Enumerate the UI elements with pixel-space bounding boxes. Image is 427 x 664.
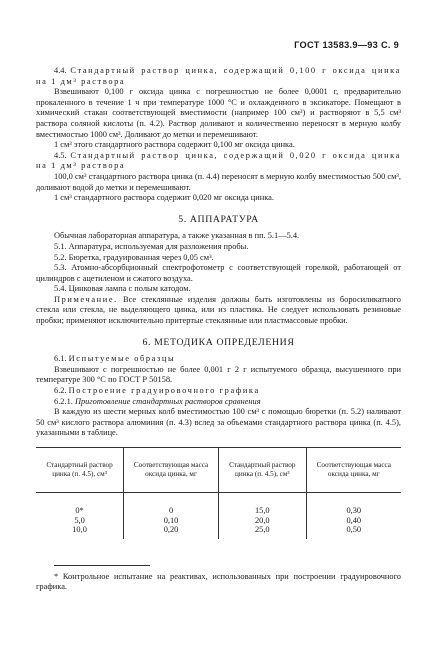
- table-cell: 20,0: [218, 516, 306, 526]
- table-header-cell: Стандартный раствор цинка (п. 4.5), см³: [36, 448, 124, 493]
- section-5-item: 5.2. Бюретка, градуированная через 0,05 см³.: [54, 252, 214, 262]
- clause-number: 6.2.: [54, 386, 69, 396]
- clause-6-1-heading: [36, 354, 401, 365]
- table-cell: 25,0: [218, 525, 306, 539]
- note-label: Примечание.: [54, 294, 118, 304]
- clause-title: Построение градуировочного графика: [68, 386, 260, 396]
- section-5-item: 5.1. Аппаратура, используемая для разложения пробы.: [54, 241, 249, 251]
- table-header-cell: Соответствующая масса оксида цинка, мг: [124, 448, 219, 493]
- calibration-table: [36, 447, 401, 539]
- clause-4-5-body: 100,0 см³ стандартного раствора цинка (п. 4.4) переносят в мерную колбу вместимостью 500 см³, доливают водой до метки и перемешивают.: [36, 171, 401, 192]
- footnote-divider: [54, 565, 150, 566]
- clause-4-5-heading: [36, 151, 401, 172]
- clause-6-2-1-body: В каждую из шести мерных колб вместимостью 100 см³ с помощью бюретки (п. 5.2) наливают 50 см³ кислого раствора алюминия (п. 4.3) вслед за объемами стандартного раствора цинка (п. 4.5), указанными в таблице.: [36, 407, 401, 438]
- table-cell: 5,0: [74, 515, 85, 525]
- section-5-item: 5.3. Атомно-абсорбционный спектрофотометр с соответствующей горелкой, работающей от цилиндров с ацетиленом и сжатого воздуха.: [36, 263, 401, 283]
- clause-title: Приготовление стандартных растворов сравнения: [74, 396, 261, 406]
- section-5-title: 5. АППАРАТУРА: [178, 213, 259, 225]
- clause-6-2-heading: [36, 386, 401, 397]
- clause-number: 6.2.1.: [54, 396, 75, 406]
- clause-4-4-heading: [36, 66, 401, 87]
- section-6-title: 6. МЕТОДИКА ОПРЕДЕЛЕНИЯ: [142, 336, 295, 348]
- table-header-row: [36, 448, 401, 493]
- section-5-item: 5.4. Цинковая лампа с полым катодом.: [54, 284, 191, 294]
- clause-title: Стандартный раствор цинка, содержащий 0,100 г оксида цинка на 1 дм³ раствора: [36, 66, 402, 86]
- table-header-cell: Стандартный раствор цинка (п. 4.5), см³: [218, 448, 306, 493]
- table-cell: 0,30: [306, 493, 401, 516]
- clause-title: Испытуемые образцы: [68, 354, 176, 364]
- section-5-note: [36, 295, 401, 327]
- clause-4-4-note: 1 см³ этого стандартного раствора содержит 0,100 мг оксида цинка.: [54, 140, 295, 150]
- clause-number: 4.4.: [54, 66, 71, 75]
- clause-4-5-note: 1 см³ стандартного раствора содержит 0,020 мг оксида цинка.: [54, 193, 274, 203]
- table-cell: 0: [124, 493, 219, 516]
- table-cell: 0,50: [306, 525, 401, 539]
- table-cell: 0*: [75, 506, 84, 515]
- note-text: Все стеклянные изделия должны быть изготовлены из боросиликатного стекла или стекла, не выделяющего цинка, или из пластика. Не следует использовать резиновые пробки; применяют исключительно притертые стеклянные или пластмассовые пробки.: [36, 294, 401, 326]
- footnote: * Контрольное испытание на реактивах, использованных при построении градуировочного графика.: [36, 571, 401, 592]
- table-header-cell: Соответствующая масса оксида цинка, мг: [306, 448, 401, 493]
- table-row: [36, 525, 401, 539]
- table-cell: 0,10: [124, 516, 219, 526]
- section-5-intro: Обычная лабораторная аппаратура, а также указанная в пп. 5.1—5.4.: [54, 231, 300, 241]
- table-cell: 0,20: [124, 525, 219, 539]
- clause-number: 6.1.: [54, 354, 69, 364]
- clause-4-4-body: Взвешивают 0,100 г оксида цинка с погрешностью не более 0,0001 г, предварительно прокаленного в течение 1 ч при температуре 1000 °С и охлажденного в эксикаторе. Помещают в химический стакан соответствующей вместимости (например 100 см³) и растворяют в 5,5 см³ раствора соляной кислоты (п. 4.2). Раствор доливают и количественно переносят в мерную колбу вместимостью 1000 см³. Доливают до метки и перемешивают.: [36, 87, 401, 139]
- page-body: [36, 66, 401, 593]
- table-cell: 15,0: [218, 493, 306, 516]
- page-header: ГОСТ 13583.9—93 С. 9: [294, 40, 399, 50]
- clause-6-2-1-heading: [36, 397, 401, 408]
- table-cell: 0,40: [306, 516, 401, 526]
- clause-title: Стандартный раствор цинка, содержащий 0,020 г оксида цинка на 1 дм³ раствора: [36, 150, 402, 171]
- clause-6-1-body: Взвешивают с погрешностью не более 0,001 г 2 г испытуемого образца, высушенного при температуре 300 °С по ГОСТ Р 50158.: [36, 364, 401, 385]
- clause-number: 4.5.: [54, 150, 71, 160]
- table-cell: 10,0: [72, 525, 87, 535]
- table-row: [36, 516, 401, 526]
- table-row: [36, 493, 401, 516]
